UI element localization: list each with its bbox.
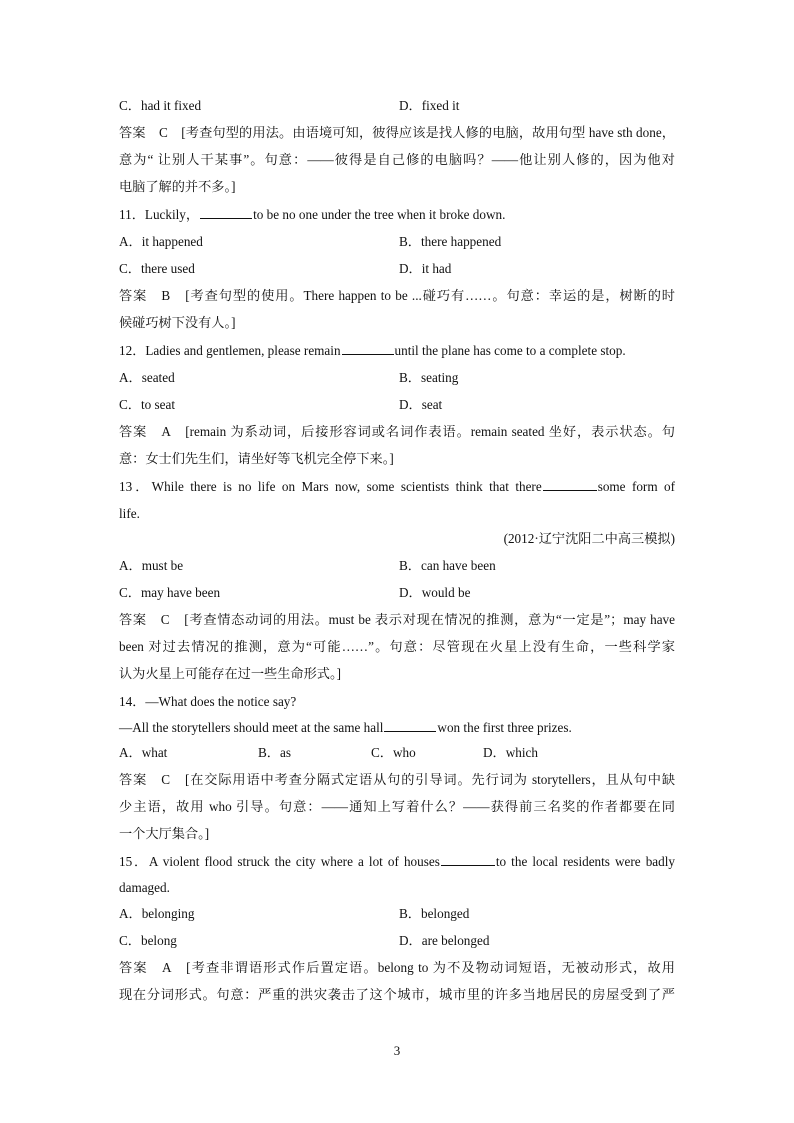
q14-answer-line: 少主语，故用 who 引导。句意：——通知上写着什么？——获得前三名奖的作者都要在同 (119, 799, 675, 814)
q14-answer-line: 一个大厅集合。] (119, 826, 210, 841)
q11-stem (119, 206, 505, 224)
q12-stem (119, 342, 626, 360)
q14-stem: 14．—What does the notice say? (119, 694, 297, 709)
option-c: C．there used (119, 261, 195, 276)
option-c: C．belong (119, 933, 177, 948)
option-d: D．it had (399, 261, 452, 276)
q13-answer-line: been 对过去情况的推测，意为“可能……”。句意：尽管现在火星上没有生命，一些科学家 (119, 639, 675, 654)
option-b: B．seating (399, 370, 459, 385)
stem-text: some form of (597, 479, 675, 494)
q10-answer-line: 电脑了解的并不多。] (119, 179, 236, 194)
stem-text: until the plane has come to a complete stop. (394, 343, 626, 358)
option-d: D．would be (399, 585, 471, 600)
q10-answer-line: 意为“ 让别人干某事”。句意：——彼得是自己修的电脑吗？——他让别人修的，因为他对 (119, 152, 675, 167)
option-c: C．had it fixed (119, 98, 202, 113)
q12-answer-line: 意：女士们先生们，请坐好等飞机完全停下来。] (119, 451, 394, 466)
option-b: B．there happened (399, 234, 502, 249)
answer-blank (441, 853, 495, 866)
stem-text: 15．A violent flood struck the city where a lot of houses (119, 854, 440, 869)
question-source: (2012·辽宁沈阳二中高三模拟) (503, 531, 675, 546)
q13-stem-line2: life. (119, 506, 140, 521)
q13-answer-line: 答案 C [考查情态动词的用法。must be 表示对现在情况的推测，意为“一定是”；may have (119, 612, 675, 627)
stem-text: to the local residents were badly (495, 854, 675, 869)
q15-answer-line: 答案 A [考查非谓语形式作后置定语。belong to 为不及物动词短语，无被动形式，故用 (119, 960, 675, 975)
option-b: B．can have been (399, 558, 496, 573)
q12-answer-line: 答案 A [remain 为系动词，后接形容词或名词作表语。remain seated 坐好，表示状态。句 (119, 424, 675, 439)
stem-text: 12．Ladies and gentlemen, please remain (119, 343, 341, 358)
stem-text: 11．Luckily， (119, 207, 200, 222)
option-c: C．who (371, 745, 416, 760)
q14-answer-line: 答案 C [在交际用语中考查分隔式定语从句的引导词。先行词为 storytellers，且从句中缺 (119, 772, 675, 787)
option-a: A．it happened (119, 234, 203, 249)
q11-answer-line: 候碰巧树下没有人。] (119, 315, 236, 330)
option-a: A．seated (119, 370, 175, 385)
q13-stem (119, 478, 675, 496)
answer-blank (543, 478, 597, 491)
stem-text: to be no one under the tree when it broke down. (253, 207, 506, 222)
stem-text: 13．While there is no life on Mars now, some scientists think that there (119, 479, 542, 494)
q15-stem-line2: damaged. (119, 880, 170, 895)
option-a: A．must be (119, 558, 184, 573)
q13-answer-line: 认为火星上可能存在过一些生命形式。] (119, 666, 341, 681)
answer-blank (384, 719, 436, 732)
stem-text: won the first three prizes. (437, 720, 572, 735)
option-d: D．which (483, 745, 538, 760)
option-a: A．what (119, 745, 168, 760)
option-c: C．to seat (119, 397, 176, 412)
answer-blank (342, 342, 394, 355)
q15-stem (119, 853, 675, 871)
option-a: A．belonging (119, 906, 195, 921)
option-d: D．are belonged (399, 933, 490, 948)
answer-blank (200, 206, 252, 219)
option-d: D．fixed it (399, 98, 460, 113)
option-b: B．as (258, 745, 291, 760)
stem-text: —All the storytellers should meet at the same hall (119, 720, 384, 735)
page-number: 3 (393, 1043, 401, 1058)
option-b: B．belonged (399, 906, 470, 921)
q14-stem-line2 (119, 719, 572, 737)
q10-answer-line: 答案 C [考查句型的用法。由语境可知，彼得应该是找人修的电脑，故用句型 have sth done， (119, 125, 675, 140)
q11-answer-line: 答案 B [考查句型的使用。There happen to be ...碰巧有……。句意：幸运的是，树断的时 (119, 288, 675, 303)
q15-answer-line: 现在分词形式。句意：严重的洪灾袭击了这个城市，城市里的许多当地居民的房屋受到了严 (119, 987, 675, 1002)
option-c: C．may have been (119, 585, 221, 600)
option-d: D．seat (399, 397, 443, 412)
